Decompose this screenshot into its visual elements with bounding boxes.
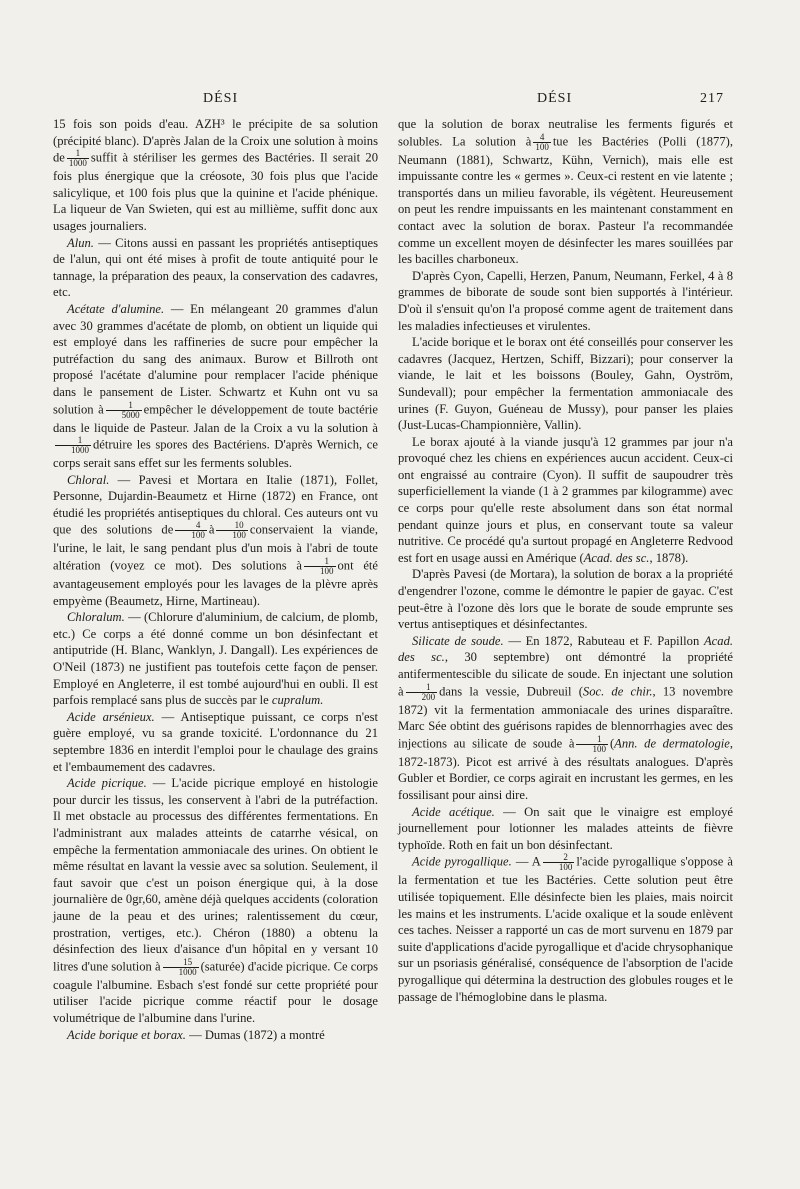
fraction: $\frac{15}{1000}$	[163, 958, 199, 977]
fraction: $\frac{1}{100}$	[576, 735, 608, 754]
running-head-left: DÉSI	[203, 91, 239, 106]
paragraph-silicate-soude: Silicate de soude. — En 1872, Rabuteau et F. Papillon Acad. des sc., 30 septembre) ont démontré la propriété antifermentescible du silicate de soude. En injectant une solution à $\frac{1}{200}$ dans la vessie, Dubreuil (Soc. de chir., 13 novembre 1872) vit la fermentation ammoniacale des urines disparaître. Marc Sée obtint des guérisons rapides de blennorrhagies avec des injections au silicate de soude à $\frac{1}{100}$ (Ann. de dermatologie, 1872-1873). Picot est arrivé à des résultats analogues. D'après Gubler et Bordier, ce corps agirait en incrustant les germes, en les fossilisant pour ainsi dire.	[398, 633, 734, 802]
fraction: $\frac{10}{100}$	[216, 521, 248, 540]
fraction: $\frac{1}{200}$	[406, 683, 438, 702]
paragraph-acide-picrique: Acide picrique. — L'acide picrique employé en histologie pour durcir les tissus, les conservent à l'abri de la putréfaction. Il met obstacle au processus des différentes fermentations. En l'administrant aux malades atteints de catarrhe vésical, on empêche la fermentation ammoniacale des urines. On obtient le même résultat en lavant la vessie avec sa solution. Seulement, il faut savoir que c'est un poison énergique qui, à la dose journalière de 0gr,60, amène déjà quelques accidents (coloration jaune de la peau et des urines; ralentissement du cœur, prostration, vertiges, etc.). Chéron (1880) a obtenu la désinfection des lieux d'aisance d'un hôpital en y versant 10 litres d'une solution à $\frac{15}{1000}$ (saturée) d'acide picrique. Ce corps coagule l'albumine. Esbach s'est fondé sur cette propriété pour utiliser l'acide picrique comme réactif pour le dosage volumétrique de l'albumine dans l'urine.	[53, 776, 379, 1025]
fraction: $\frac{1}{1000}$	[55, 436, 91, 455]
fraction: $\frac{1}{5000}$	[106, 401, 142, 420]
paragraph-chloral: Chloral. — Pavesi et Mortara en Italie (1871), Follet, Personne, Dujardin-Beaumetz et Hirne (1872) en France, ont étudié les propriétés antiseptiques du chloral. Ces auteurs ont vu que des solutions de $\frac{4}{100}$ à $\frac{10}{100}$ conservaient la viande, l'urine, le lait, le sang pendant plus d'un mois à l'abri de toute altération (voyez ce mot). Des solutions à $\frac{1}{100}$ ont été avantageusement employés pour les lavages de la plèvre après empyème (Beaumetz, Hirne, Martineau).	[53, 472, 379, 608]
paragraph-borax-usages: L'acide borique et le borax ont été conseillés pour conserver les cadavres (Jacquez, Hertzen, Schiff, Bizzari); pour conserver la viande, le lait et les boissons (Bouley, Gahn, Oyström, Sundevall); pour empêcher la fermentation ammoniacale des urines (F. Guyon, Guéneau de Mussy), pour panser les plaies (Just-Lucas-Championnière, Vallin).	[398, 335, 733, 433]
page-number: 217	[700, 91, 724, 106]
paragraph-acide-acetique: Acide acétique. — On sait que le vinaigre est employé journellement pour lotionner les malades atteints de fièvre typhoïde. Roth en fait un bon désinfectant.	[398, 804, 733, 852]
right-column	[398, 116, 733, 1005]
paragraph-pavesi: D'après Pavesi (de Mortara), la solution de borax a la propriété d'engendrer l'ozone, comme le démontre le papier de gayac. C'est peut-être à l'ozone dès lors que le borate de soude emprunte ses vertus antiseptiques et désinfectantes.	[398, 567, 733, 632]
paragraph-acide-nitrique-end: 15 fois son poids d'eau. AZH³ le précipite de sa solution (précipité blanc). D'après Jalan de la Croix une solution à moins de $\frac{1}{1000}$ suffit à stériliser les germes des Bactéries. Il serait 20 fois plus énergique que la créosote, 30 fois plus que l'acide salicylique, et 100 fois plus que la quinine et l'acide phénique. La liqueur de Van Swieten, qui est au millième, suffit donc aux usages journaliers.	[53, 117, 378, 233]
paragraph-acetate-alumine: Acétate d'alumine. — En mélangeant 20 grammes d'alun avec 30 grammes d'acétate de plomb, on obtient un liquide qui est employé dans les raffineries de sucre pour empêcher la putréfaction du sang des animaux. Burow et Billroth ont proposé l'acétate d'alumine pour remplacer l'acide phénique dans le pansement de Lister. Schwartz et Kuhn ont vu sa solution à $\frac{1}{5000}$ empêcher le développement de toute bactérie dans le liquide de Pasteur. Jalan de la Croix a vu la solution à $\frac{1}{1000}$ détruire les spores des Bactériens. D'après Wernich, ce corps serait sans effet sur les ferments solubles.	[53, 301, 378, 471]
paragraph-acide-borique: Acide borique et borax. — Dumas (1872) a montré	[67, 1027, 325, 1042]
running-head-center: DÉSI	[537, 91, 573, 106]
paragraph-borax-viande: Le borax ajouté à la viande jusqu'à 12 grammes par jour n'a provoqué chez les chiens en expériences aucun accident. Ceux-ci ont engraissé au contraire (Cyon). Il suffit de saupoudrer très superficiellement la viande (1 à 2 grammes par kilogramme) avec ce corps pour qu'elle reste absolument dans son état normal pendant quinze jours et plus, en conservant toute sa valeur nutritive. Ce procédé qu'a surtout propagé en Angleterre Redvood est fort en usage aussi en Amérique (Acad. des sc., 1878).	[398, 434, 733, 565]
paragraph-borax-continued: que la solution de borax neutralise les ferments figurés et solubles. La solution à $\frac{4}{100}$ tue les Bactéries (Polli (1877), Neumann (1881), Schwartz, Kühn, Vernich), mais elle est impuissante contre les « germes ». Ceux-ci restent en vie latente ; transportés dans un milieu favorable, ils végètent. Heureusement on peut les rendre impuissants en les maintenant constamment en contact avec la solution de borax. Pasteur l'a recommandée comme un excellent moyen de désinfecter les mares souillées par les bacilles charboneux.	[398, 117, 733, 267]
paragraph-acide-pyrogallique: Acide pyrogallique. — A $\frac{2}{100}$ l'acide pyrogallique s'oppose à la fermentation et tue les Bactéries. Cette solution peut être utilisée topiquement. Elle désinfecte bien les plaies, mais noircit les mains et les instruments. L'acide oxalique et la soude enlèvent ces taches. Neisser a rapporté un cas de mort survenu en 1879 par suite d'applications d'acide pyrogallique et d'acide chrysophanique sur un psoriasis généralisé, conséquence de l'absorption de l'acide pyrogallique qui détermina la destruction des globules rouges et le passage de l'hémoglobine dans le plasma.	[398, 852, 734, 1004]
paragraph-alun: Alun. — Citons aussi en passant les propriétés antiseptiques de l'alun, qui ont été mises à profit de toute antiquité pour le tannage, la préparation des peaux, la conservation des cadavres, etc.	[53, 235, 378, 300]
paragraph-biborate: D'après Cyon, Capelli, Herzen, Panum, Neumann, Ferkel, 4 à 8 grammes de biborate de soude sont bien supportés à l'intérieur. D'où il s'ensuit qu'on l'a proposé comme agent de traitement dans les maladies infectieuses et virulentes.	[398, 268, 733, 333]
paragraph-chloralum: Chloralum. — (Chlorure d'aluminium, de calcium, de plomb, etc.) Ce corps a été donné comme un bon désinfectant et antiputride (H. Blanc, Wanklyn, J. Dangall). Les expériences de O'Neil (1873) ne justifient pas toutefois cette façon de penser. Employé en Angleterre, il est tombé aujourd'hui en oubli. Il est parfois remplacé sans plus de succès par le cupralum.	[53, 610, 378, 708]
fraction: $\frac{4}{100}$	[535, 131, 549, 152]
fraction: $\frac{4}{100}$	[175, 521, 207, 540]
fraction: $\frac{2}{100}$	[543, 853, 575, 872]
paragraph-acide-arsenieux: Acide arsénieux. — Antiseptique puissant, ce corps n'est guère employé, vu sa grande toxicité. L'ordonnance du 21 septembre 1836 en interdit l'emploi pour le chaulage des grains et l'embaumement des cadavres.	[53, 709, 378, 774]
fraction: $\frac{1}{1000}$	[68, 148, 87, 169]
fraction: $\frac{1}{100}$	[304, 557, 336, 576]
left-column	[53, 116, 378, 1043]
